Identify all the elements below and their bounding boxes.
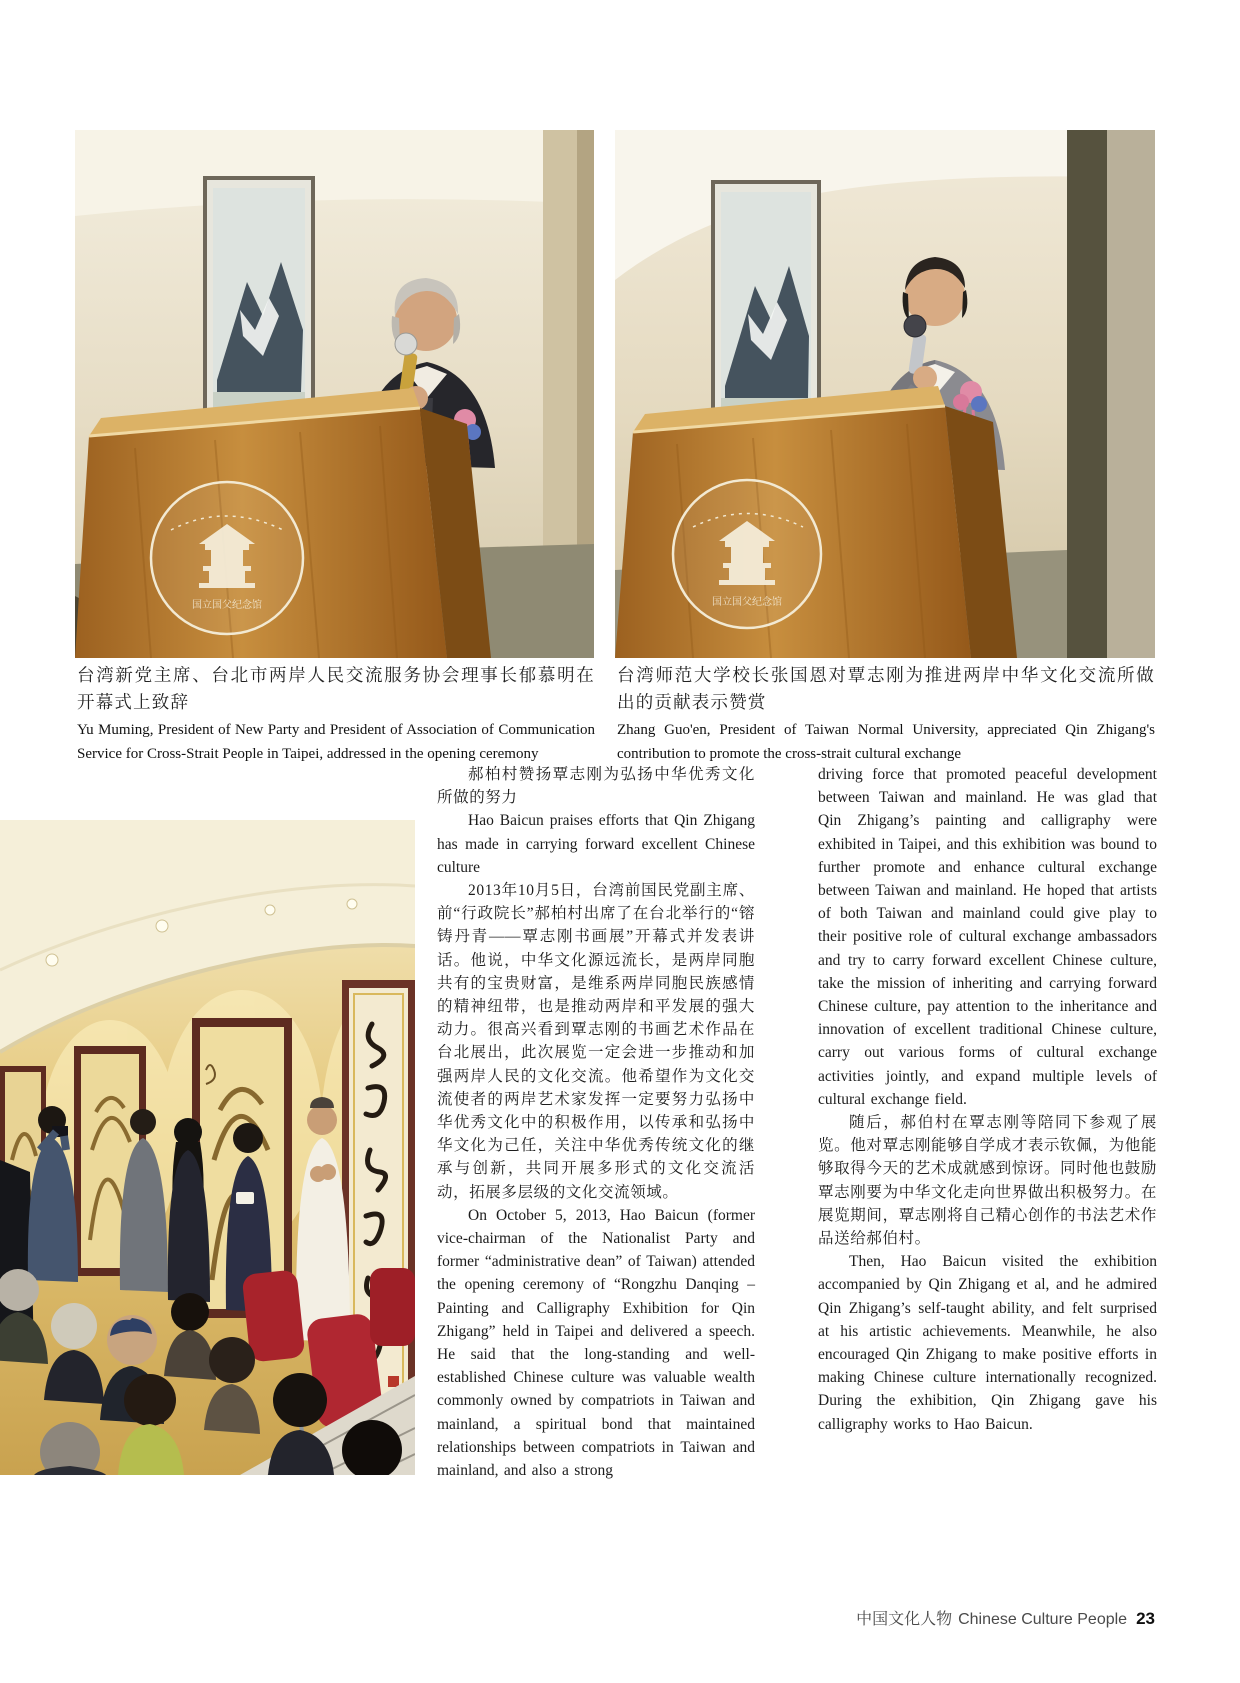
article-paragraph: 郝柏村赞扬覃志刚为弘扬中华优秀文化所做的努力 [437, 766, 755, 807]
article-paragraph: On October 5, 2013, Hao Baicun (former vice-chairman of the Nationalist Party and former “administrative dean” of Taiwan) attended the opening ceremony of “Rongzhu Danqing – Painting and Calligraphy Exhibition for Qin Zhigang” held in Taipei and delivered a speech. He said that the long-standing and well-established Chinese culture was valuable wealth commonly owned by compatriots in Taiwan and mainland, a spiritual bond that maintained relationships between compatriots in Taiwan and mainland, and also a strong [437, 1206, 755, 1480]
photo-zhang-guoen-illustration [615, 130, 1155, 658]
memorial-hall-logo [151, 482, 303, 634]
article-paragraph: Then, Hao Baicun visited the exhibition accompanied by Qin Zhigang et al, and he admired Qin Zhigang’s self-taught ability, and felt surprised at his artistic achievements. Meanwhile, he also encouraged Qin Zhigang to make positive efforts in making Chinese culture internationally recognized. During the exhibition, Qin Zhigang gave his calligraphy works to Hao Baicun. [818, 1253, 1157, 1433]
caption-right [617, 662, 1155, 766]
memorial-hall-logo-text: 国立国父纪念馆 [712, 597, 782, 608]
caption-right-english: Zhang Guo'en, President of Taiwan Normal University, appreciated Qin Zhigang's contribution to promote the cross-strait cultural exchange [617, 722, 1155, 762]
photo-exhibition-audience [0, 820, 415, 1475]
photo-exhibition-illustration [0, 820, 415, 1475]
article-paragraph: Hao Baicun praises efforts that Qin Zhigang has made in carrying forward excellent Chinese culture [437, 812, 755, 876]
page-footer [856, 1606, 1155, 1629]
memorial-hall-logo-text: 国立国父纪念馆 [192, 600, 262, 611]
photo-yu-muming-illustration [75, 130, 594, 658]
photo-zhang-guoen [615, 130, 1155, 658]
page-number: 23 [1136, 1609, 1155, 1628]
article-column-1 [437, 763, 755, 1482]
article-column-2 [818, 763, 1157, 1436]
article-paragraph: driving force that promoted peaceful development between Taiwan and mainland. He was glad that Qin Zhigang’s painting and calligraphy were exhibited in Taipei, and this exhibition was bound to further promote and enhance cultural exchange between Taiwan and mainland. He hoped that artists of both Taiwan and mainland could give play to their positive role of cultural exchange ambassadors and try to carry forward excellent Chinese culture, take the mission of inheriting and carrying forward Chinese culture, pay attention to the inheritance and innovation of excellent traditional Chinese culture, carry out various forms of cultural exchange activities jointly, and expand multiple levels of cultural exchange field. [818, 766, 1157, 1108]
podium [615, 386, 1017, 658]
caption-left-chinese: 台湾新党主席、台北市两岸人民交流服务协会理事长郁慕明在开幕式上致辞 [77, 665, 595, 712]
footer-magazine-cn: 中国文化人物 [856, 1611, 953, 1628]
podium [75, 388, 491, 658]
memorial-hall-logo [673, 480, 821, 628]
footer-magazine-en: Chinese Culture People [958, 1611, 1128, 1628]
caption-left [77, 662, 595, 766]
article-paragraph: 2013年10月5日，台湾前国民党副主席、前“行政院长”郝柏村出席了在台北举行的“镕铸丹青——覃志刚书画展”开幕式并发表讲话。他说，中华文化源远流长，是两岸同胞共有的宝贵财富，是维系两岸同胞民族感情的精神纽带，也是推动两岸和平发展的强大动力。很高兴看到覃志刚的书画艺术作品在台北展出，此次展览一定会进一步推动和加强两岸人民的文化交流。他希望作为文化交流使者的两岸艺术家发挥一定要努力弘扬中华优秀文化中的积极作用，以传承和弘扬中华文化为己任，关注中华优秀传统文化的继承与创新，共同开展多形式的文化交流活动，拓展多层级的文化交流领域。 [437, 882, 755, 1201]
caption-right-chinese: 台湾师范大学校长张国恩对覃志刚为推进两岸中华文化交流所做出的贡献表示赞赏 [617, 665, 1155, 712]
caption-left-english: Yu Muming, President of New Party and President of Association of Communication Service for Cross-Strait People in Taipei, addressed in the opening ceremony [77, 722, 595, 762]
article-paragraph: 随后，郝伯村在覃志刚等陪同下参观了展览。他对覃志刚能够自学成才表示钦佩，为他能够取得今天的艺术成就感到惊讶。同时他也鼓励覃志刚要为中华文化走向世界做出积极努力。在展览期间，覃志刚将自己精心创作的书法艺术作品送给郝伯村。 [818, 1114, 1157, 1248]
photo-yu-muming [75, 130, 594, 658]
